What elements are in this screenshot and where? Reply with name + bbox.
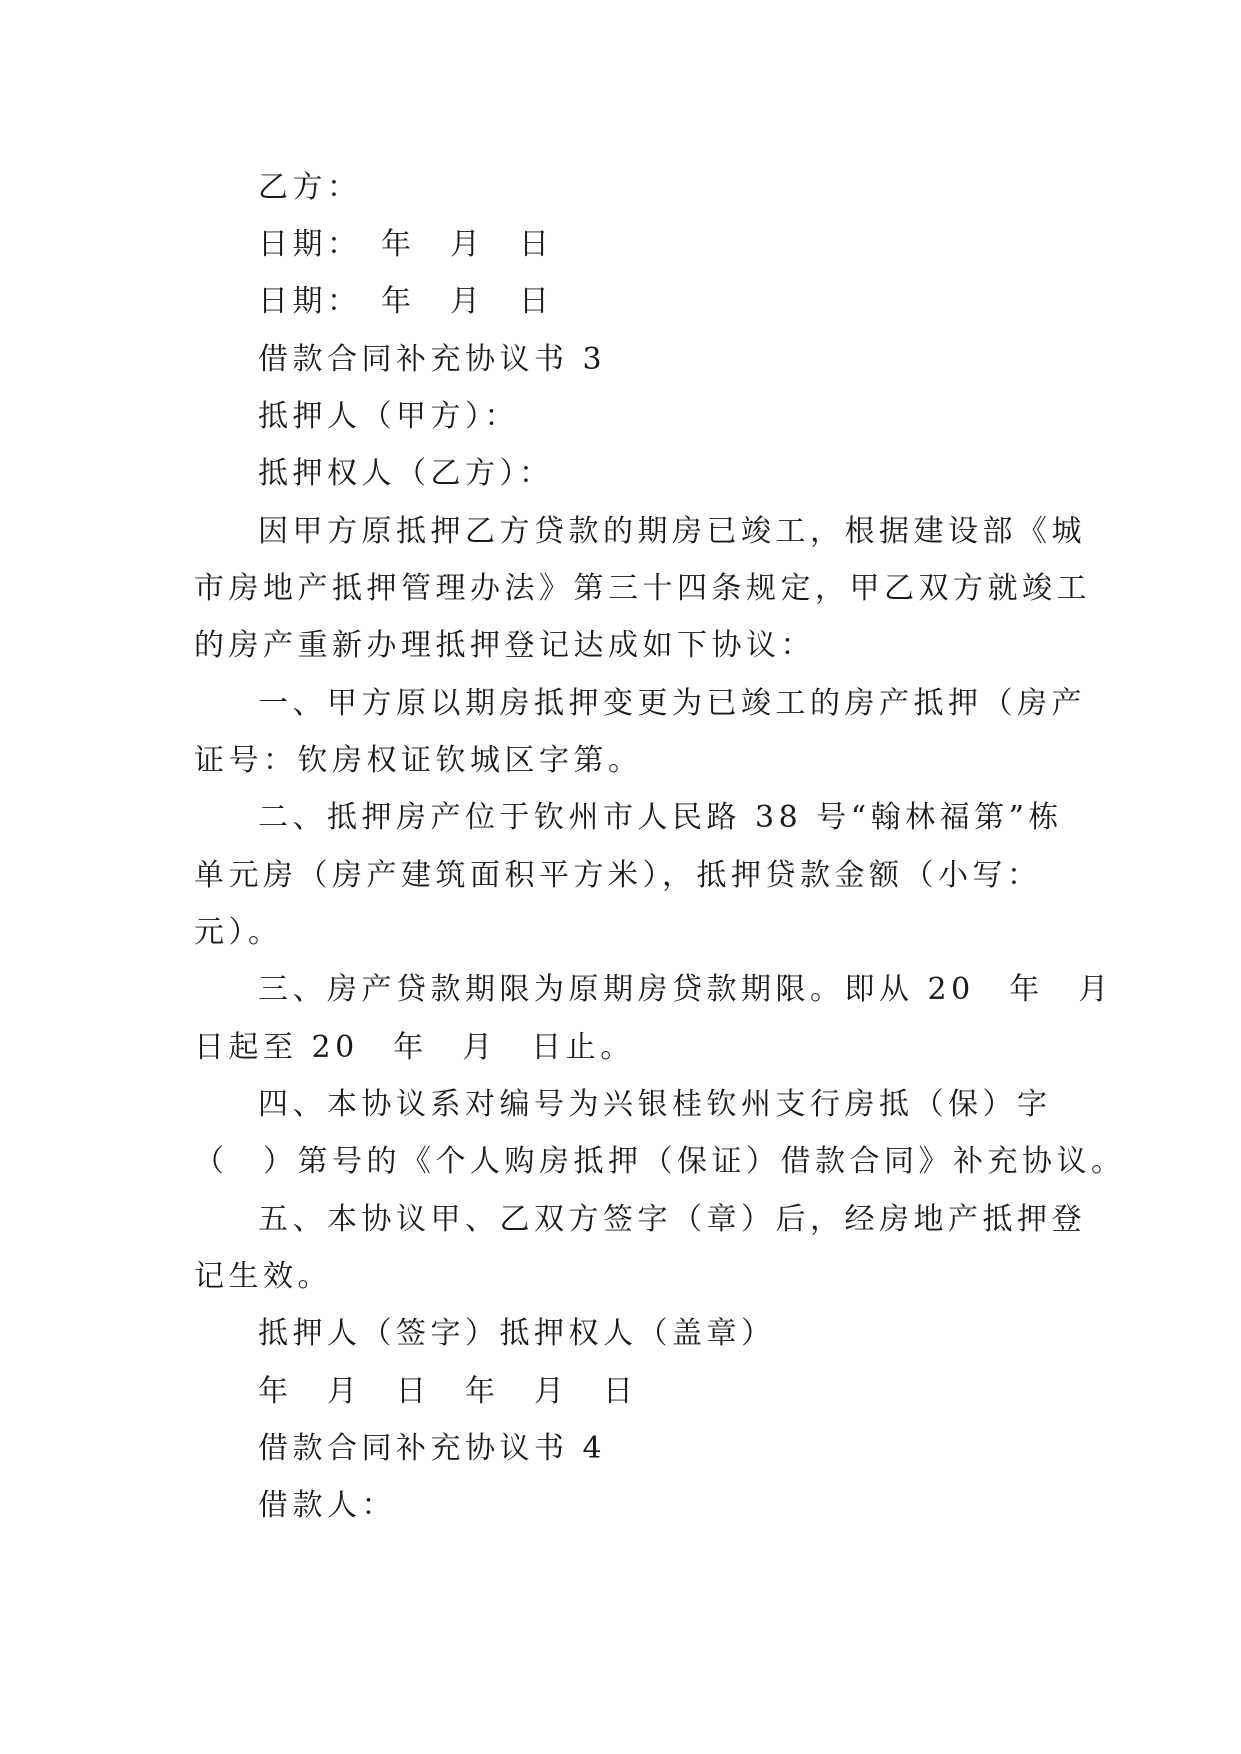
signature-date-line: 年 月 日 年 月 日 (258, 1374, 638, 1409)
section-title-4: 借款合同补充协议书 4 (258, 1431, 607, 1466)
clause-1-line-2: 证号：钦房权证钦城区字第。 (194, 743, 643, 778)
date-line-2: 日期： 年 月 日 (258, 284, 554, 319)
clause-5-line-1: 五、本协议甲、乙双方签字（章）后，经房地产抵押登 (258, 1202, 1086, 1237)
mortgagor-label: 抵押人（甲方）： (258, 399, 519, 434)
clause-4-line-2: （ ）第号的《个人购房抵押（保证）借款合同》补充协议。 (194, 1144, 1126, 1179)
clause-5-line-2: 记生效。 (194, 1259, 332, 1294)
signature-line: 抵押人（签字）抵押权人（盖章） (258, 1316, 776, 1351)
date-line-1: 日期： 年 月 日 (258, 227, 554, 262)
clause-2-line-1: 二、抵押房产位于钦州市人民路 38 号“翰林福第”栋 (258, 800, 1063, 835)
borrower-label: 借款人： (258, 1488, 396, 1523)
section-title-3: 借款合同补充协议书 3 (258, 342, 607, 377)
clause-2-line-2: 单元房（房产建筑面积平方米），抵押贷款金额（小写： (194, 858, 1042, 893)
intro-paragraph-line-2: 市房地产抵押管理办法》第三十四条规定，甲乙双方就竣工 (194, 571, 1091, 606)
intro-paragraph-line-1: 因甲方原抵押乙方贷款的期房已竣工，根据建设部《城 (258, 514, 1086, 549)
clause-3-line-2: 日起至 20 年 月 日止。 (194, 1030, 635, 1065)
clause-4-line-1: 四、本协议系对编号为兴银桂钦州支行房抵（保）字 (258, 1087, 1052, 1122)
clause-2-line-3: 元）。 (194, 915, 283, 950)
clause-3-line-1: 三、房产贷款期限为原期房贷款期限。即从 20 年 月 (258, 972, 1113, 1007)
party-b-label: 乙方： (258, 170, 362, 205)
intro-paragraph-line-3: 的房产重新办理抵押登记达成如下协议： (194, 628, 815, 663)
mortgagee-label: 抵押权人（乙方）： (258, 456, 554, 491)
clause-1-line-1: 一、甲方原以期房抵押变更为已竣工的房产抵押（房产 (258, 686, 1086, 721)
